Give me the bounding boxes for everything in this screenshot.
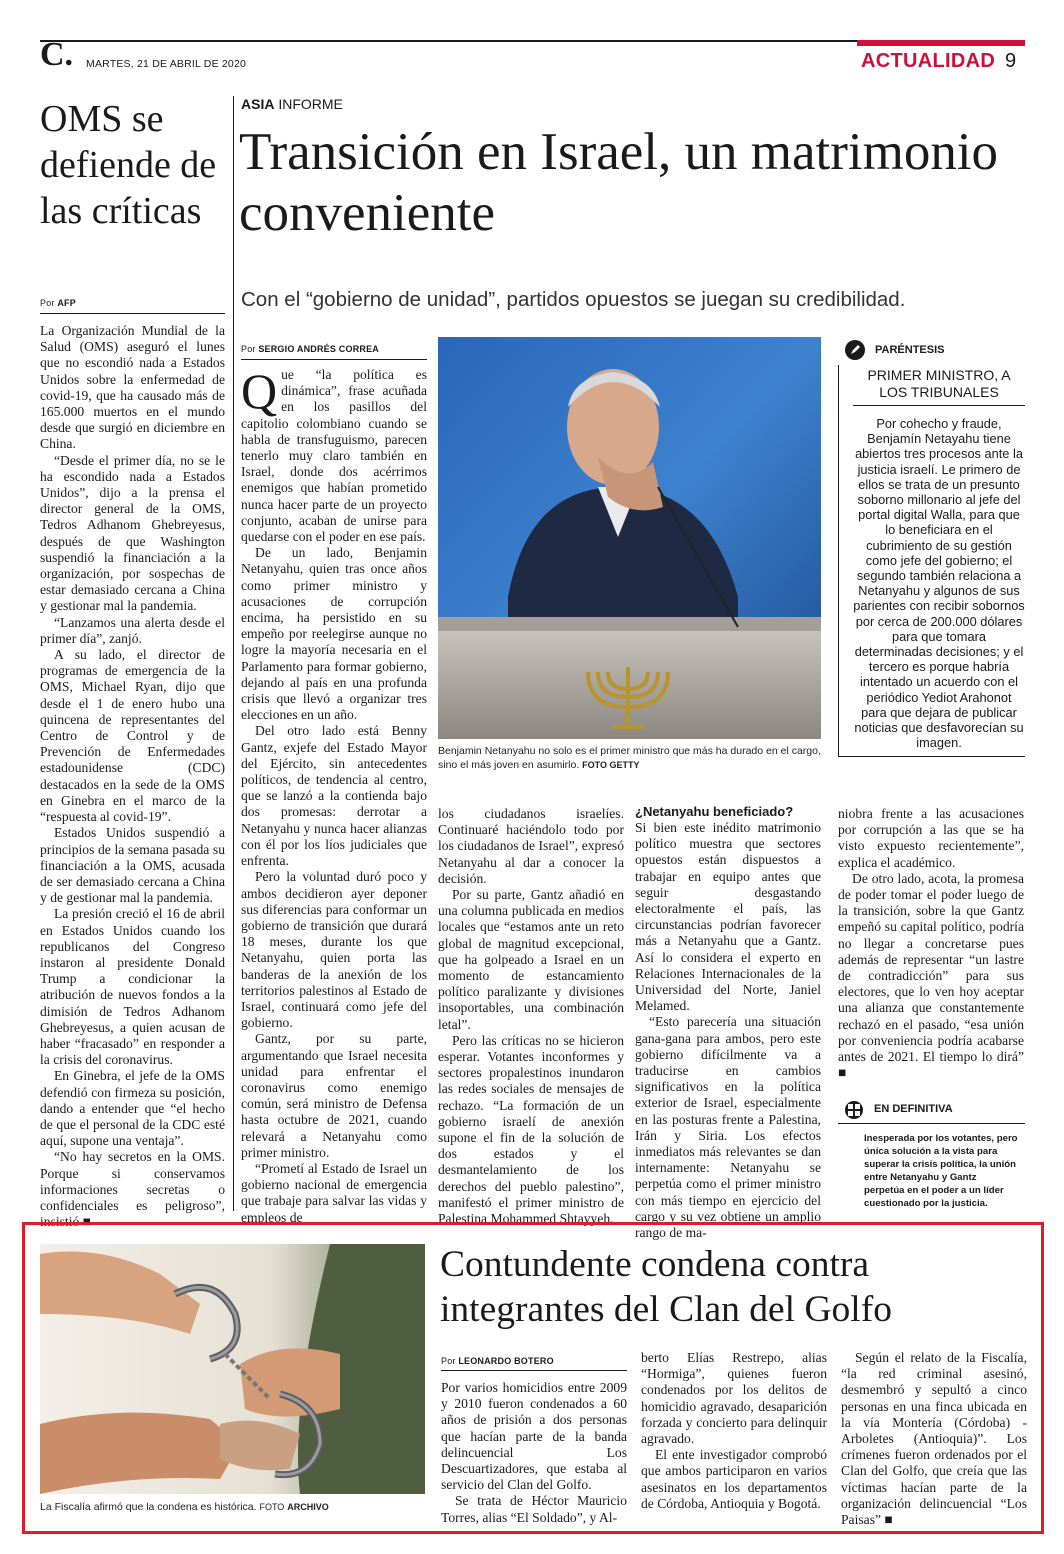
main-col-2	[438, 806, 624, 1227]
parentesis-label: PARÉNTESIS	[875, 344, 945, 356]
main-paragraph: Gantz, por su parte, argumentando que Israel necesita unidad para enfrentar el coronavirus como enemigo común, será ministro de Defensa hasta octubre de 2021, cuando relevará a Netanyahu como primer ministro.	[241, 1031, 427, 1160]
definitiva-text: Inesperada por los votantes, pero única solución a la vista para superar la crisis política, la unión entre Netanyahu y Gantz perpetúa en el poder a un líder cuestionado por la justicia.	[864, 1133, 1018, 1209]
handcuffs-illustration	[40, 1244, 425, 1494]
main-headline: Transición en Israel, un matrimonio conveniente	[239, 123, 999, 242]
definitiva-header	[838, 1100, 1025, 1124]
logo-text: C.	[40, 36, 74, 73]
netanyahu-caption: Benjamin Netanyahu no solo es el primer ministro que más ha durado en el cargo, sino el más joven en asumirlo. FOTO GETTY	[438, 745, 821, 771]
section-name: ACTUALIDAD	[861, 50, 996, 72]
netanyahu-photo	[438, 337, 821, 739]
sidebar-paragraph: “Desde el primer día, no se le ha escondido nada a Estados Unidos”, dijo a la prensa el director general de la OMS, Tedros Adhanom Ghebreyesus, después de que Washington suspendió la financiación a la organización, por sospechas de estar demasiado cercana a China y gestionar mal la pandemia.	[40, 452, 225, 614]
sidebar-title: OMS se defiende de las críticas	[40, 98, 217, 232]
bottom-paragraph: Según el relato de la Fiscalía, “la red criminal asesinó, desmembró y sepultó a cinco personas en una finca ubicada en la vía Montería (Córdoba) - Arboletes (Antioquia)”. Los crímenes fueron ordenados por el Clan del Golfo, que creía que las víctimas hacían parte de la organización delincuencial “Los Paisas” ■	[841, 1350, 1027, 1528]
main-paragraph: los ciudadanos israelíes. Continuaré haciéndolo todo por los ciudadanos de Israel”, expresó Netanyahu al dar a conocer la decisión.	[438, 806, 624, 886]
main-paragraph: De un lado, Benjamin Netanyahu, quien tras once años como primer ministro y acusaciones de corrupción encima, ha persistido en su empeño por reelegirse aunque no logre la mayoría necesaria en el Parlamento para formar gobierno, dejando al país en una profunda crisis que llevó a organizar tres elecciones en un año.	[241, 545, 427, 723]
bottom-col-3	[841, 1350, 1027, 1528]
bottom-byline: Por LEONARDO BOTERO	[441, 1356, 554, 1366]
bottom-paragraph: Se trata de Héctor Mauricio Torres, alias “El Soldado”, y Al-	[441, 1493, 627, 1525]
main-paragraph: “Prometí al Estado de Israel un gobierno nacional de emergencia que trabaje para salvar las vidas y empleos de	[241, 1160, 427, 1225]
section-bar	[857, 40, 1025, 46]
handcuffs-caption: La Fiscalía afirmó que la condena es histórica. FOTO ARCHIVO	[40, 1501, 329, 1513]
logo	[40, 38, 73, 72]
column-divider	[233, 96, 234, 1211]
sidebar-paragraph: “No hay secretos en la OMS. Porque si conservamos informaciones secretas o confidenciales es peligroso”, insistió ■	[40, 1149, 225, 1230]
sidebar-paragraph: En Ginebra, el jefe de la OMS defendió con firmeza su posición, dando a entender que “el hecho de que el personal de la CDC esté aquí, supone una ventaja”.	[40, 1068, 225, 1149]
main-deck: Con el “gobierno de unidad”, partidos opuestos se juegan su credibilidad.	[241, 288, 906, 311]
main-paragraph: “Esto parecería una situación gana-gana para ambos, pero este gobierno difícilmente va a traducirse en cambios significativos en la política exterior de Israel, especialmente en las posturas frente a Palestina, Irán y Siria. Los efectos inmediatos más relevantes se dan internamente: Netanyahu se perpetúa como el primer ministro con más tiempo en ejercicio del cargo y su vez obtiene un amplio rango de ma-	[635, 1014, 821, 1241]
bottom-col-2	[641, 1350, 827, 1512]
sidebar-paragraph: La presión creció el 16 de abril en Estados Unidos cuando los republicanos del Congreso instaron al presidente Donald Trump a condicionar la atribución de nuevos fondos a la dimisión de Tedros Adhanom Ghebreyesus, a quien acusan de haber “fracasado” en responder a la crisis del coronavirus.	[40, 906, 225, 1068]
main-col-1-lead: ue “la política es dinámica”, frase acuñada en los pasillos del capitolio colombiano cuando se habla de transfuguismo, parecen tenerlo muy claro también en Israel, donde dos acérrimos enemigos que habían prometido nunca hacer parte de un proyecto conjunto, acaban de unirse para quedarse con el poder en ese país.	[241, 367, 427, 545]
sidebar-paragraph: “Lanzamos una alerta desde el primer día”, zanjó.	[40, 614, 225, 646]
target-icon	[844, 1100, 864, 1120]
sidebar-byline: Por AFP	[40, 298, 76, 308]
main-col-1	[241, 363, 427, 1226]
main-paragraph: De otro lado, acota, la promesa de poder tomar el poder luego de la transición, sobre la que Gantz empeñó su capital político, podría no llegar a concretarse pues además de representar “un lastre de contradicción” para sus electores, que lo ven hoy aceptar una alianza que constantemente rechazó en el pasado, “esa unión por conveniencia podría acabarse antes de 2021. El tiempo lo dirá” ■	[838, 870, 1024, 1081]
parentesis-text: Por cohecho y fraude, Benjamín Netayahu tiene abiertos tres procesos ante la justicia israelí. Le primero de ellos se trata de un presunto soborno millonario al jefe del portal digital Walla, para que lo beneficiara en el cubrimiento de su gestión como jefe del gobierno; el segundo también relaciona a Netanyahu y algunos de sus parientes con recibir sobornos por cerca de 200.000 dólares para que tomara determinadas decisiones; y el tercero es porque habría intentado un acuerdo con el periódico Yediot Arahonot para que dejara de publicar noticias que desfavorecían su imagen.	[853, 416, 1025, 751]
netanyahu-credit: FOTO GETTY	[582, 760, 640, 770]
main-paragraph: Por su parte, Gantz añadió en una columna publicada en medios locales que “estamos ante un reto global de magnitud excepcional, que ha golpeado a Israel en un momento de estancamiento político paralizante y divisiones insoportables, una combinación letal”.	[438, 887, 624, 1032]
main-paragraph: niobra frente a las acusaciones por corrupción a las que se ha visto expuesto recientemente”, explica el académico.	[838, 806, 1024, 870]
dropcap: Q	[241, 363, 278, 419]
page-number: 9	[1005, 50, 1017, 72]
kicker: ASIA INFORME	[241, 96, 343, 112]
bottom-paragraph: Por varios homicidios entre 2009 y 2010 fueron condenados a 60 años de prisión a dos personas que hacían parte de la banda delincuencial Los Descuartizadores, que estaba al servicio del Clan del Golfo.	[441, 1380, 627, 1493]
main-paragraph: Si bien este inédito matrimonio político muestra que sectores opuestos están dispuestos a trabajar en equipo antes que seguir desgastando electoralmente el país, las circunstancias podrían favorecer más a Netanyahu que a Gantz. Así lo considera el experto en Relaciones Internacionales de la Universidad del Norte, Janiel Melamed.	[635, 820, 821, 1014]
bottom-paragraph: El ente investigador comprobó que ambos participaron en varios asesinatos en los departamentos de Córdoba, Antioquia y Bogotá.	[641, 1447, 827, 1511]
bottom-col-1	[441, 1380, 627, 1526]
parentesis-header	[838, 339, 1025, 365]
issue-date: MARTES, 21 DE ABRIL DE 2020	[86, 58, 247, 70]
definitiva-box	[838, 1100, 1025, 1210]
parentesis-box	[838, 339, 1025, 757]
bottom-byline-rule	[441, 1370, 627, 1371]
definitiva-label: EN DEFINITIVA	[874, 1103, 953, 1115]
bottom-paragraph: berto Elías Restrepo, alias “Hormiga”, quienes fueron condenados por los delitos de homicidio agravado, desaparición forzada y concierto para delinquir agravado.	[641, 1350, 827, 1447]
main-byline-rule	[241, 359, 427, 360]
sidebar-byline-rule	[40, 313, 225, 314]
parentesis-title: PRIMER MINISTRO, A LOS TRIBUNALES	[853, 365, 1025, 406]
bottom-headline: Contundente condena contra integrantes del Clan del Golfo	[440, 1244, 892, 1330]
sidebar-body	[40, 323, 225, 1230]
subhead-netanyahu: ¿Netanyahu beneficiado?	[635, 804, 794, 819]
main-col-4	[838, 806, 1024, 1081]
sidebar-paragraph: La Organización Mundial de la Salud (OMS) aseguró el lunes que no escondió nada a Estados Unidos sobre la enfermedad de covid-19, que ha causado más de 165.000 muertos en el mundo desde que surgió en diciembre en China.	[40, 323, 225, 452]
handcuffs-credit: ARCHIVO	[287, 1502, 329, 1512]
main-paragraph: Pero la voluntad duró poco y ambos decidieron ayer deponer sus diferencias para conformar un gobierno de transición que durará 18 meses, durante los que Netanyahu, quien porta las banderas de la anexión de los territorios palestinos al Estado de Israel, continuará como jefe del gobierno.	[241, 869, 427, 1031]
main-byline: Por SERGIO ANDRÉS CORREA	[241, 344, 379, 354]
pen-icon	[844, 339, 866, 361]
handcuffs-photo	[40, 1244, 425, 1494]
sidebar-paragraph: Estados Unidos suspendió a principios de la semana pasada su financiación a la OMS, acusada de ser demasiado cercana a China y de gestionar mal la pandemia.	[40, 825, 225, 906]
sidebar-paragraph: A su lado, el director de programas de emergencia de la OMS, Michael Ryan, dijo que desde el 1 de enero hubo una quincena de representantes del Centro de Control y de Prevención de Enfermedades estadounidense (CDC) destacados en la sede de la OMS en Ginebra en el marco de la “respuesta al covid-19”.	[40, 647, 225, 825]
main-col-3	[635, 804, 821, 1241]
main-paragraph: Del otro lado está Benny Gantz, exjefe del Estado Mayor del Ejército, sin antecedentes políticos, de tendencia al centro, que se lanzó a la contienda bajo dos promesas: derrotar a Netanyahu y nunca hacer alianzas con él por los líos judiciales que enfrenta.	[241, 723, 427, 869]
main-paragraph: Pero las críticas no se hicieron esperar. Votantes inconformes y sectores propalestinos inundaron las redes sociales de mensajes de rechazo. “La formación de un gobierno israelí de anexión supone el fin de la solución de dos estados y el desmantelamiento de los derechos del pueblo palestino”, manifestó el primer ministro de Palestina Mohammed Shtayyeh.	[438, 1032, 624, 1227]
netanyahu-photo-illustration	[438, 337, 821, 739]
